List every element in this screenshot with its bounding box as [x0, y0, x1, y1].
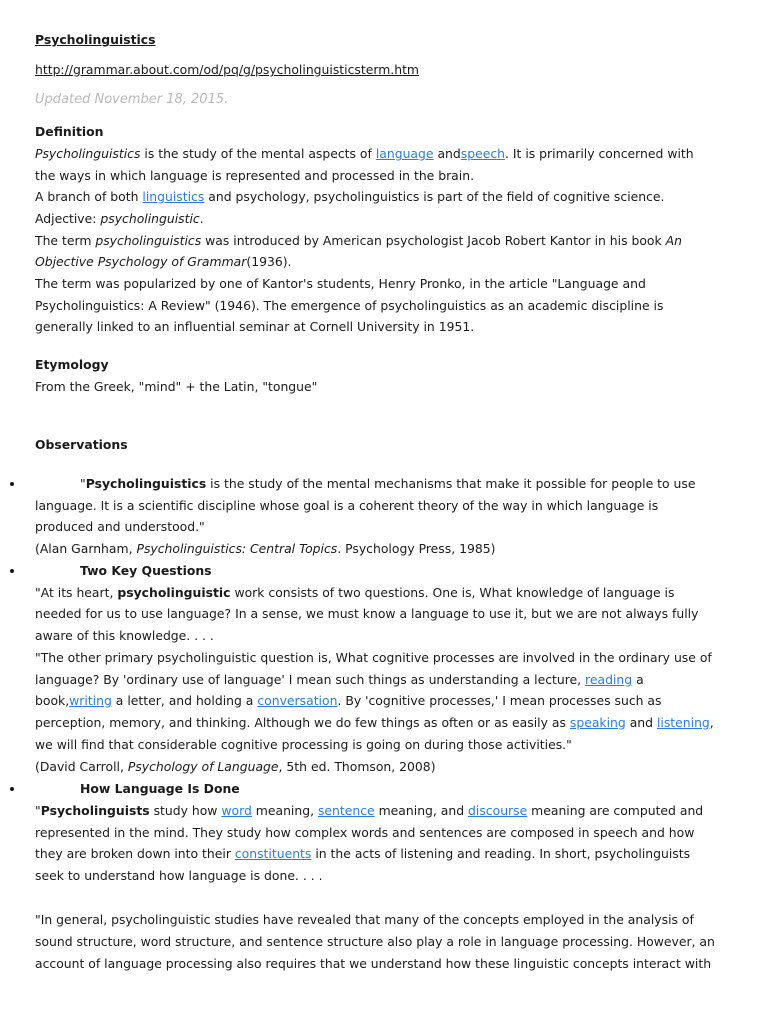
definition-text: and — [433, 146, 461, 161]
definition-line-1 — [35, 146, 694, 162]
constituents-link[interactable]: constituents — [234, 846, 312, 861]
obs3-line-5: "In general, psycholinguistic studies have revealed that many of the concepts employed in the analysis of — [35, 912, 694, 927]
bullet-icon — [10, 787, 14, 791]
definition-line-4 — [35, 211, 204, 227]
obs1-line-2: language. It is a scientific discipline whose goal is a coherent theory of the way in which language is — [35, 498, 659, 513]
writing-link[interactable]: writing — [69, 693, 112, 708]
listening-link[interactable]: listening — [656, 715, 710, 730]
quote-text: a — [632, 672, 644, 687]
etymology-text: From the Greek, "mind" + the Latin, "tongue" — [35, 379, 318, 394]
obs2-line-2: needed for us to use language? In a sense, we must know a language to use it, but we are not always fully — [35, 606, 699, 621]
definition-term-emphasis: Psycholinguistics — [35, 146, 141, 161]
definition-line-8: Psycholinguistics: A Review" (1946). The emergence of psycholinguistics as an academic discipline is — [35, 298, 664, 313]
quote-text: is the study of the mental mechanisms that make it possible for people to use — [206, 476, 696, 491]
definition-line-6 — [35, 254, 292, 270]
adjective-emphasis: psycholinguistic — [100, 211, 200, 226]
definition-heading: Definition — [35, 124, 104, 139]
citation-text: , 5th ed. Thomson, 2008) — [278, 759, 436, 774]
definition-line-2: the ways in which language is represented and processed in the brain. — [35, 168, 475, 183]
reading-link[interactable]: reading — [585, 672, 633, 687]
etymology-heading: Etymology — [35, 357, 109, 372]
definition-text: The term — [35, 233, 96, 248]
obs2-line-7 — [35, 715, 714, 731]
definition-text: . — [199, 211, 204, 226]
definition-text: (1936). — [246, 254, 292, 269]
page-title: Psycholinguistics — [35, 32, 156, 47]
linguistics-link[interactable]: linguistics — [142, 189, 205, 204]
quote-text: in the acts of listening and reading. In short, psycholinguists — [311, 846, 691, 861]
updated-date: Updated November 18, 2015. — [35, 92, 229, 107]
obs2-line-3: aware of this knowledge. . . . — [35, 628, 214, 643]
quote-text: " — [35, 803, 41, 818]
sentence-link[interactable]: sentence — [317, 803, 375, 818]
citation-text: . Psychology Press, 1985) — [337, 541, 496, 556]
quote-text: book, — [35, 693, 70, 708]
quote-text: language? By 'ordinary use of language' I mean such things as understanding a lecture, — [35, 672, 586, 687]
obs3-line-1 — [35, 803, 703, 819]
bullet-icon — [10, 569, 14, 573]
quote-text: . By 'cognitive processes,' I mean processes such as — [337, 693, 662, 708]
source-url-link[interactable]: http://grammar.about.com/od/pq/g/psycholinguisticsterm.htm — [35, 62, 419, 77]
quote-text: work consists of two questions. One is, What knowledge of language is — [230, 585, 675, 600]
obs3-line-2: represented in the mind. They study how complex words and sentences are composed in speech and how — [35, 825, 695, 840]
citation-title: Psycholinguistics: Central Topics — [136, 541, 338, 556]
citation-text: (David Carroll, — [35, 759, 128, 774]
obs2-line-4: "The other primary psycholinguistic question is, What cognitive processes are involved in the ordinary use of — [35, 650, 712, 665]
quote-text: and — [625, 715, 657, 730]
quote-text: they are broken down into their — [35, 846, 235, 861]
bullet-icon — [10, 482, 14, 486]
term-emphasis: psycholinguistics — [95, 233, 202, 248]
quote-text: , — [709, 715, 714, 730]
obs2-line-6 — [35, 693, 661, 709]
bold-term: psycholinguistic — [117, 585, 231, 600]
definition-text: A branch of both — [35, 189, 143, 204]
language-link[interactable]: language — [375, 146, 434, 161]
bold-term: Psycholinguists — [40, 803, 150, 818]
obs1-citation — [35, 541, 495, 557]
quote-text: a letter, and holding a — [111, 693, 258, 708]
observations-heading: Observations — [35, 437, 128, 452]
discourse-link[interactable]: discourse — [468, 803, 528, 818]
obs1-line-3: produced and understood." — [35, 519, 205, 534]
word-link[interactable]: word — [221, 803, 252, 818]
speech-link[interactable]: speech — [460, 146, 505, 161]
definition-text: is the study of the mental aspects of — [140, 146, 376, 161]
obs1-line-1 — [80, 476, 695, 492]
citation-title: Psychology of Language — [127, 759, 279, 774]
definition-line-5 — [35, 233, 682, 249]
definition-text: and psychology, psycholinguistics is part of the field of cognitive science. — [204, 189, 665, 204]
definition-text: Adjective: — [35, 211, 101, 226]
obs3-heading: How Language Is Done — [80, 781, 240, 796]
obs2-citation — [35, 759, 436, 775]
quote-text: meaning, — [251, 803, 318, 818]
book-title-emphasis: Objective Psychology of Grammar — [35, 254, 247, 269]
obs2-heading: Two Key Questions — [80, 563, 212, 578]
definition-text: was introduced by American psychologist Jacob Robert Kantor in his book — [201, 233, 666, 248]
citation-text: (Alan Garnham, — [35, 541, 137, 556]
book-title-emphasis: An — [665, 233, 682, 248]
obs3-line-3 — [35, 846, 690, 862]
definition-text: . It is primarily concerned with — [505, 146, 694, 161]
quote-text: meaning, and — [374, 803, 469, 818]
obs3-line-6: sound structure, word structure, and sentence structure also play a role in language processing. However, an — [35, 934, 715, 949]
obs3-line-4: seek to understand how language is done. . . . — [35, 868, 323, 883]
definition-line-9: generally linked to an influential seminar at Cornell University in 1951. — [35, 319, 475, 334]
quote-text: perception, memory, and thinking. Although we do few things as often or as easily as — [35, 715, 570, 730]
definition-line-7: The term was popularized by one of Kantor's students, Henry Pronko, in the article "Language and — [35, 276, 646, 291]
speaking-link[interactable]: speaking — [569, 715, 626, 730]
conversation-link[interactable]: conversation — [257, 693, 338, 708]
bold-term: Psycholinguistics — [85, 476, 207, 491]
obs2-line-1 — [35, 585, 674, 601]
obs2-line-5 — [35, 672, 644, 688]
obs3-line-7: account of language processing also requires that we understand how these linguistic concepts interact with — [35, 956, 712, 971]
quote-text: "At its heart, — [35, 585, 118, 600]
definition-line-3 — [35, 189, 665, 205]
quote-text: meaning are computed and — [527, 803, 704, 818]
quote-text: study how — [149, 803, 222, 818]
quote-text: " — [80, 476, 86, 491]
obs2-line-8: we will find that considerable cognitive processing is going on during those activities." — [35, 737, 572, 752]
